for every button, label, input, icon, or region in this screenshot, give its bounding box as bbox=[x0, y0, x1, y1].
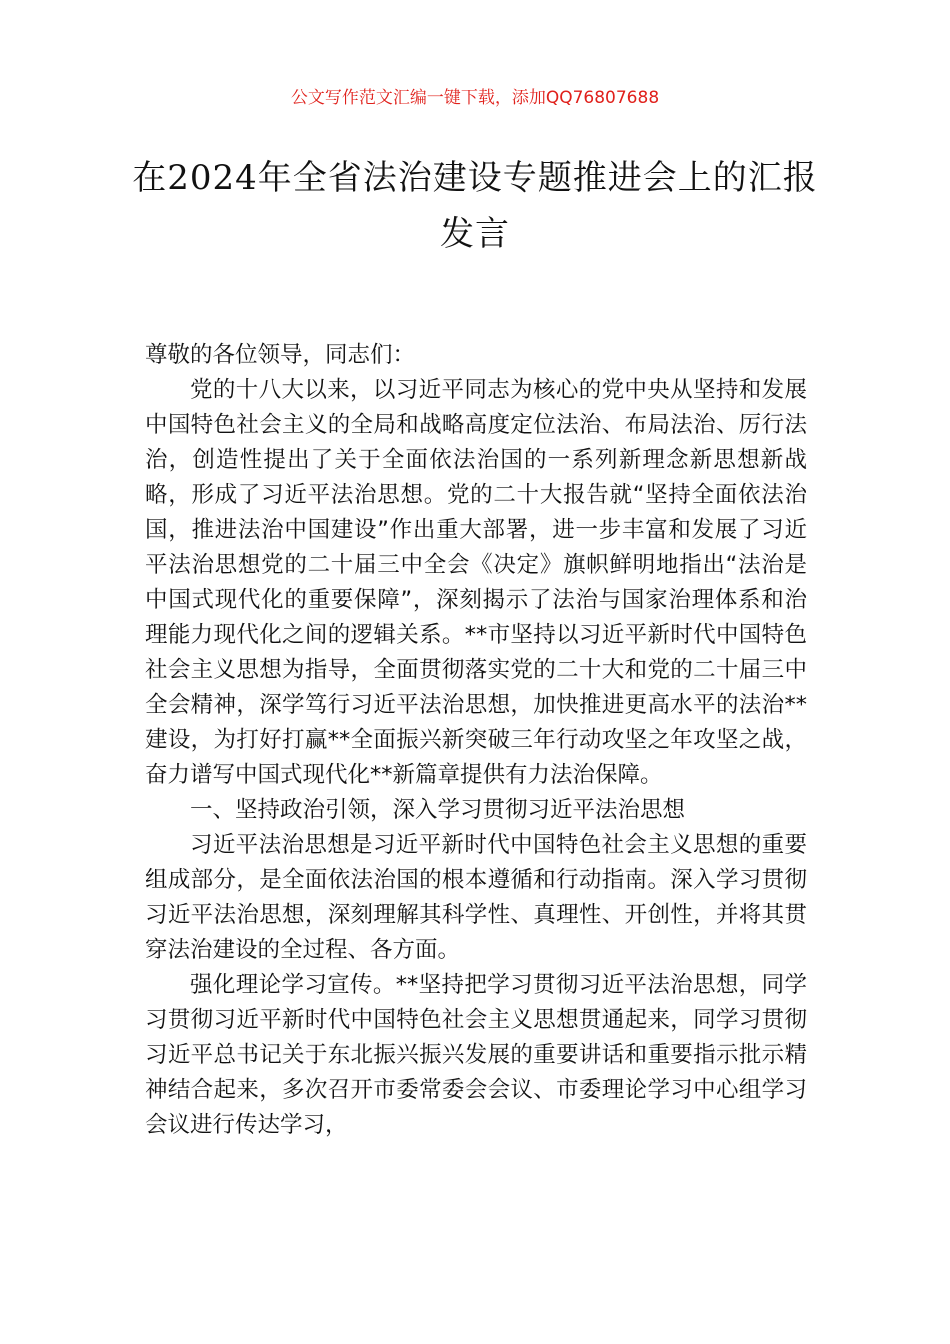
section-1-paragraph-2: 强化理论学习宣传。**坚持把学习贯彻习近平法治思想，同学习贯彻习近平新时代中国特色社会主义思想贯通起来，同学习贯彻习近平总书记关于东北振兴振兴发展的重要讲话和重要指示批示精神结合起来，多次召开市委常委会会议、市委理论学习中心组学习会议进行传达学习， bbox=[145, 972, 807, 1138]
section-1-paragraph-1: 习近平法治思想是习近平新时代中国特色社会主义思想的重要组成部分，是全面依法治国的根本遵循和行动指南。深入学习贯彻习近平法治思想，深刻理解其科学性、真理性、开创性，并将其贯穿法治建设的全过程、各方面。 bbox=[145, 832, 807, 963]
document-body bbox=[145, 338, 807, 1143]
document-title: 在2024年全省法治建设专题推进会上的汇报发言 bbox=[132, 158, 818, 254]
salutation: 尊敬的各位领导，同志们： bbox=[145, 342, 416, 368]
section-heading-1: 一、坚持政治引领，深入学习贯彻习近平法治思想 bbox=[190, 797, 686, 823]
header-banner: 公文写作范文汇编一键下载，添加QQ76807688 bbox=[290, 88, 660, 108]
intro-paragraph: 党的十八大以来，以习近平同志为核心的党中央从坚持和发展中国特色社会主义的全局和战略高度定位法治、布局法治、厉行法治，创造性提出了关于全面依法治国的一系列新理念新思想新战略，形成了习近平法治思想。党的二十大报告就“坚持全面依法治国，推进法治中国建设”作出重大部署，进一步丰富和发展了习近平法治思想党的二十届三中全会《决定》旗帜鲜明地指出“法治是中国式现代化的重要保障”，深刻揭示了法治与国家治理体系和治理能力现代化之间的逻辑关系。**市坚持以习近平新时代中国特色社会主义思想为指导，全面贯彻落实党的二十大和党的二十届三中全会精神，深学笃行习近平法治思想，加快推进更高水平的法治**建设，为打好打赢**全面振兴新突破三年行动攻坚之年攻坚之战，奋力谱写中国式现代化**新篇章提供有力法治保障。 bbox=[145, 377, 807, 788]
